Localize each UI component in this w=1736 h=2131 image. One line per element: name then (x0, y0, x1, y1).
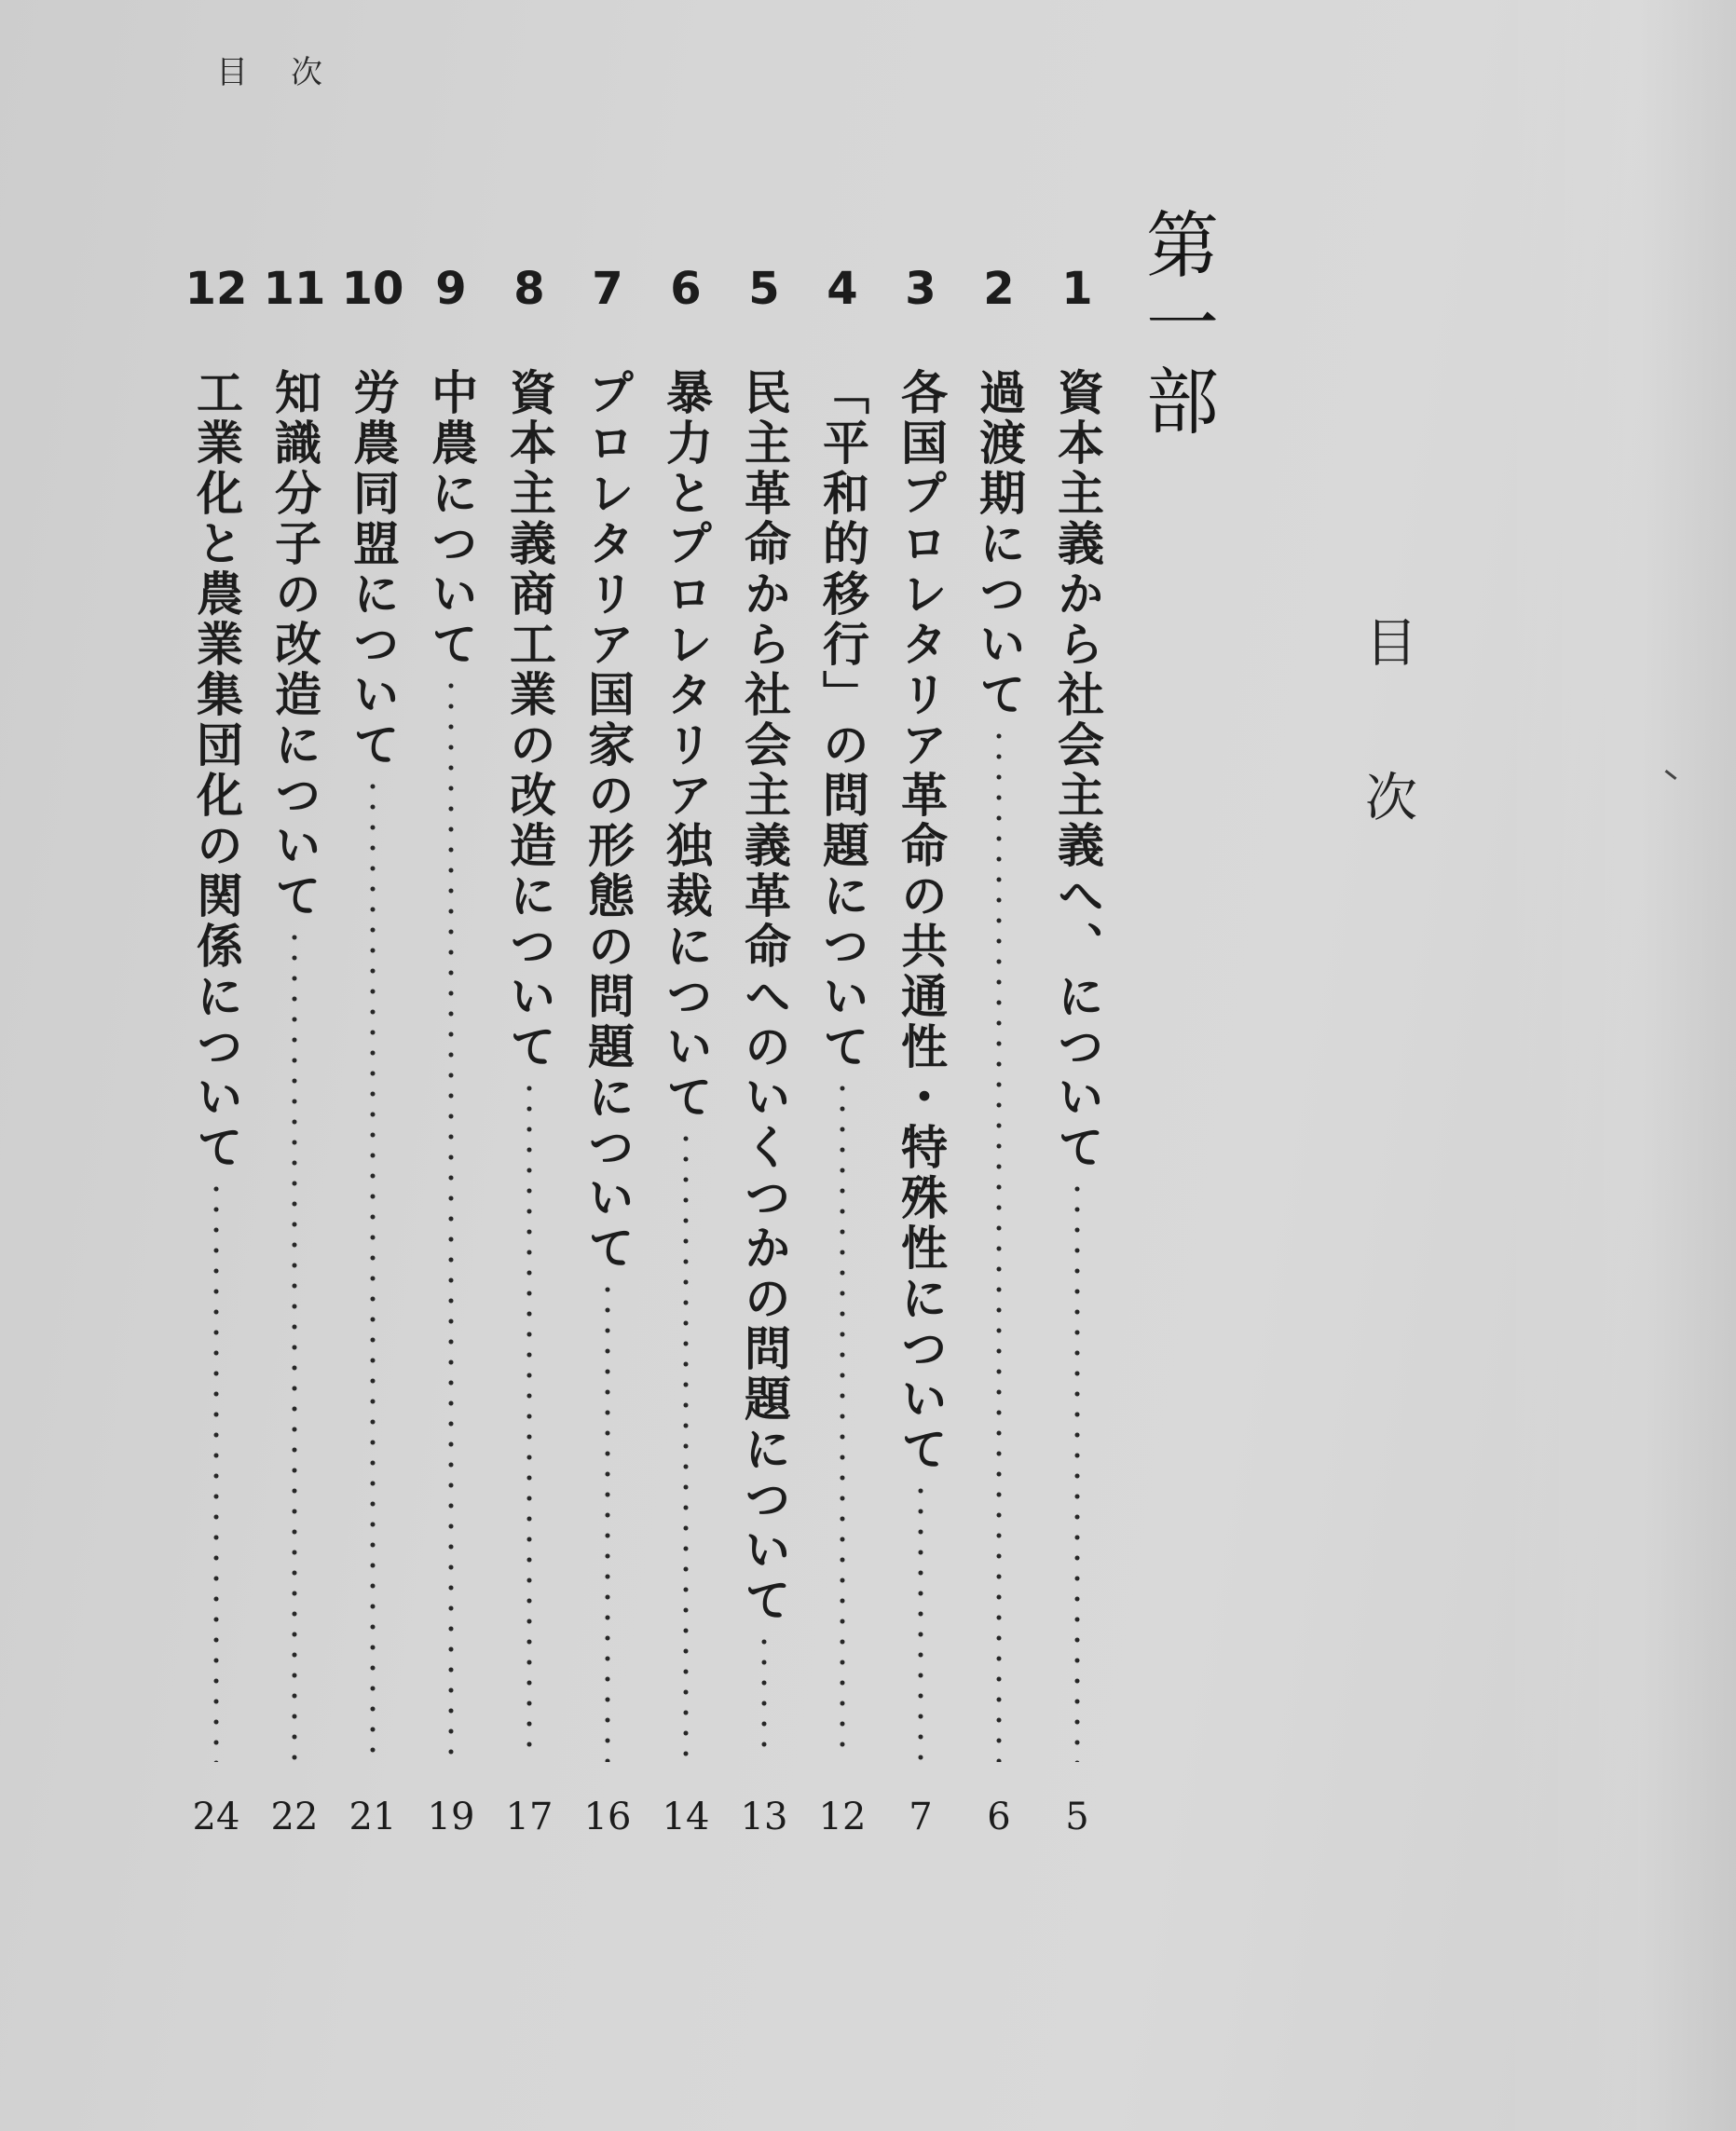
entry-title (971, 368, 1027, 1766)
toc-entry-7 (580, 261, 636, 1892)
entry-page-number: 16 (583, 1796, 632, 1838)
entry-page-number: 13 (740, 1796, 788, 1838)
entry-number: 1 (1061, 263, 1093, 315)
dot-leader (761, 1632, 767, 1762)
entry-page-number: 6 (987, 1796, 1011, 1838)
entry-page-number: 19 (427, 1796, 475, 1838)
dot-leader (683, 1128, 689, 1762)
dot-leader (996, 726, 1002, 1762)
toc-entry-3 (893, 261, 949, 1892)
entry-title-text: 暴力とプロレタリア独裁について (659, 368, 713, 1123)
entry-page-number: 24 (192, 1796, 240, 1838)
entry-title (267, 368, 322, 1766)
entry-page-number: 7 (909, 1796, 933, 1838)
entry-number: 11 (263, 263, 326, 315)
entry-page-number: 22 (270, 1796, 319, 1838)
entry-title-text: 中農について (424, 368, 478, 670)
toc-entry-11 (263, 261, 326, 1892)
entry-number: 12 (185, 263, 248, 315)
entry-title (893, 368, 949, 1766)
toc-entry-4 (814, 261, 870, 1892)
entry-number: 8 (513, 263, 545, 315)
entry-number: 7 (592, 263, 623, 315)
entry-page-number: 5 (1065, 1796, 1089, 1838)
entry-title (188, 368, 244, 1766)
toc-entry-8 (501, 261, 557, 1892)
entry-number: 6 (670, 263, 702, 315)
toc-entry-9 (423, 261, 479, 1892)
entry-page-number: 12 (818, 1796, 867, 1838)
toc-entry-10 (341, 261, 404, 1892)
entry-title (736, 368, 792, 1766)
toc-entry-2 (971, 261, 1027, 1892)
entry-title-text: 知識分子の改造について (267, 368, 321, 922)
entry-number: 2 (983, 263, 1015, 315)
entry-title-text: 民主革命から社会主義革命へのいくつかの問題について (737, 368, 791, 1626)
dot-leader (292, 927, 297, 1762)
entry-title-text: 「平和的移行」の問題について (815, 368, 869, 1072)
entry-title (501, 368, 557, 1766)
entry-number: 5 (748, 263, 780, 315)
toc-entry-5 (736, 261, 792, 1892)
page-shading (1494, 0, 1736, 2131)
entry-title (345, 368, 401, 1766)
entry-title-text: プロレタリア国家の形態の問題について (581, 368, 635, 1274)
entry-title-text: 工業化と農業集団化の関係について (189, 368, 243, 1173)
entry-number: 3 (905, 263, 936, 315)
entry-number: 10 (341, 263, 404, 315)
entry-number: 9 (435, 263, 467, 315)
entry-title-text: 労農同盟について (346, 368, 400, 771)
entry-number: 4 (827, 263, 858, 315)
entry-page-number: 14 (662, 1796, 710, 1838)
dot-leader (1074, 1179, 1080, 1762)
toc-entry-12 (185, 261, 248, 1892)
part-heading: 第一部 (1134, 207, 1218, 442)
entry-title (1049, 368, 1105, 1766)
entry-title (580, 368, 636, 1766)
dot-leader (213, 1179, 219, 1762)
dot-leader (840, 1078, 845, 1762)
dot-leader (370, 776, 376, 1762)
running-head: 目次 (216, 54, 365, 91)
dot-leader (448, 676, 454, 1762)
entry-page-number: 21 (349, 1796, 397, 1838)
dot-leader (526, 1078, 532, 1762)
entry-title-text: 資本主義から社会主義へ、について (1050, 368, 1104, 1173)
entry-title-text: 資本主義商工業の改造について (502, 368, 556, 1072)
toc-entry-1 (1049, 261, 1105, 1892)
entry-page-number: 17 (505, 1796, 554, 1838)
entry-title-text: 過渡期について (972, 368, 1026, 720)
toc-title: 目次 (1357, 615, 1417, 924)
dot-leader (918, 1481, 923, 1762)
entry-title-text: 各国プロレタリア革命の共通性・特殊性について (894, 368, 948, 1475)
entry-title (658, 368, 714, 1766)
entry-title (814, 368, 870, 1766)
toc-entry-6 (658, 261, 714, 1892)
dot-leader (605, 1279, 610, 1762)
entry-title (423, 368, 479, 1766)
